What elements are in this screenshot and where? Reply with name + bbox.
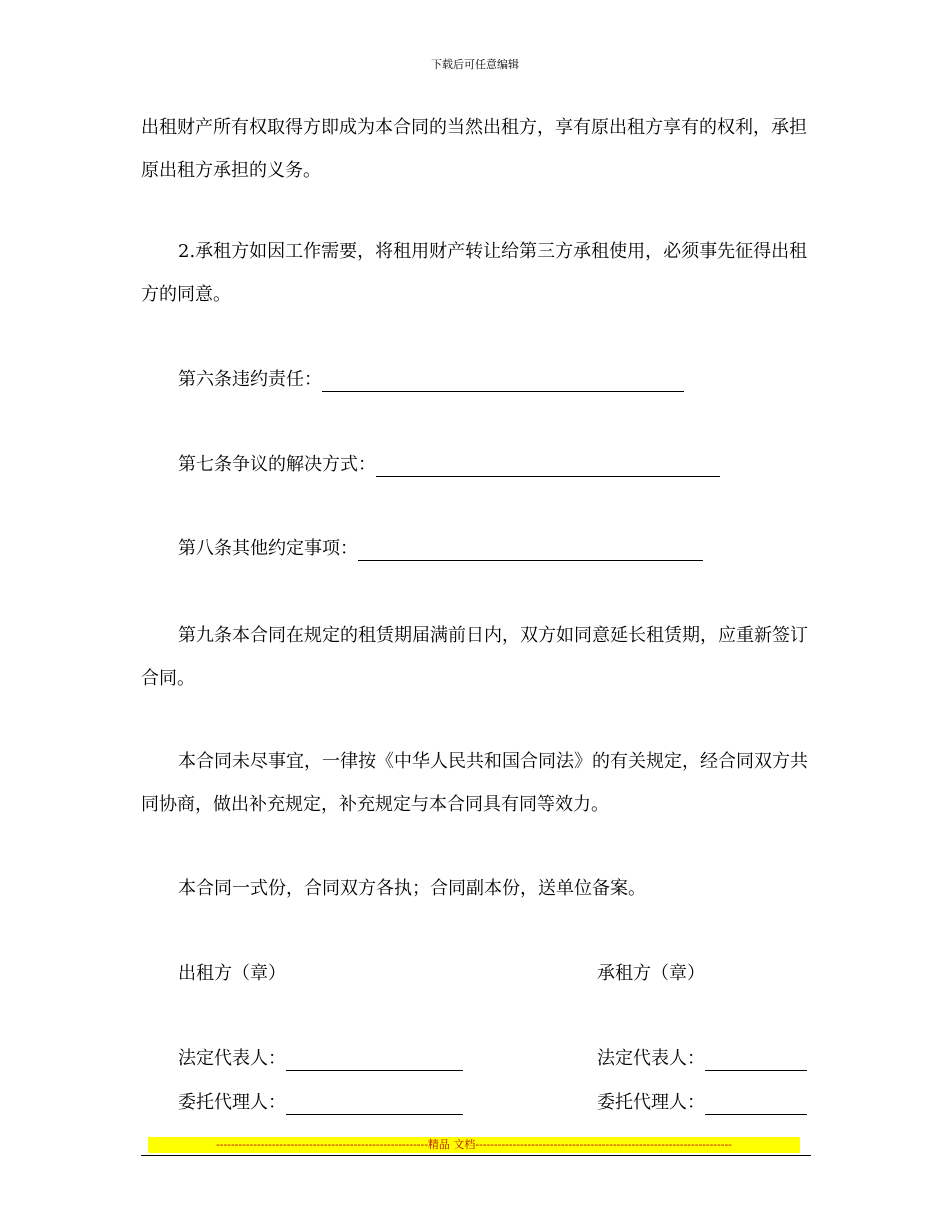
footer-divider — [141, 1155, 811, 1156]
paragraph-ownership-transfer: 出租财产所有权取得方即成为本合同的当然出租方，享有原出租方享有的权利，承担原出租方承担的义务。 — [141, 117, 807, 181]
clause-article6 — [178, 368, 684, 392]
paragraph-article9: 第九条本合同在规定的租赁期届满前日内，双方如同意延长租赁期，应重新签订合同。 — [141, 625, 808, 689]
paragraph-copies: 本合同一式份，合同双方各执；合同副本份，送单位备案。 — [178, 878, 646, 899]
lessee-legal-rep-label: 法定代表人： — [597, 1048, 705, 1069]
clause-article8 — [178, 537, 703, 561]
lessee-legal-rep — [597, 1047, 807, 1071]
article8-blank-line — [358, 540, 703, 561]
paragraph-supplement: 本合同未尽事宜，一律按《中华人民共和国合同法》的有关规定，经合同双方共同协商，做出补充规定，补充规定与本合同具有同等效力。 — [141, 751, 808, 815]
article7-blank-line — [376, 456, 720, 477]
lessor-agent-line — [286, 1094, 463, 1115]
paragraph-sublease: 2.承租方如因工作需要，将租用财产转让给第三方承租使用，必须事先征得出租方的同意。 — [141, 241, 808, 305]
article6-blank-line — [322, 371, 684, 392]
page-header: 下载后可任意编辑 — [431, 58, 519, 71]
lessor-agent-label: 委托代理人： — [178, 1092, 286, 1113]
lessee-agent-label: 委托代理人： — [597, 1092, 705, 1113]
lessee-seal-label: 承租方（章） — [597, 963, 705, 984]
lessee-agent-line — [705, 1094, 807, 1115]
clause-article7 — [178, 453, 720, 477]
lessor-legal-rep-label: 法定代表人： — [178, 1048, 286, 1069]
lessor-legal-rep-line — [286, 1050, 463, 1071]
footer-watermark: ---------------------------------------------------------精品 文档--------------------------------------------------------------------- — [148, 1137, 800, 1153]
lessor-legal-rep — [178, 1047, 463, 1071]
clause-article7-label: 第七条争议的解决方式： — [178, 454, 376, 475]
clause-article8-label: 第八条其他约定事项： — [178, 538, 358, 559]
lessee-legal-rep-line — [705, 1050, 807, 1071]
clause-article6-label: 第六条违约责任： — [178, 369, 322, 390]
lessee-agent — [597, 1091, 807, 1115]
lessor-agent — [178, 1091, 463, 1115]
lessor-seal-label: 出租方（章） — [178, 963, 286, 984]
